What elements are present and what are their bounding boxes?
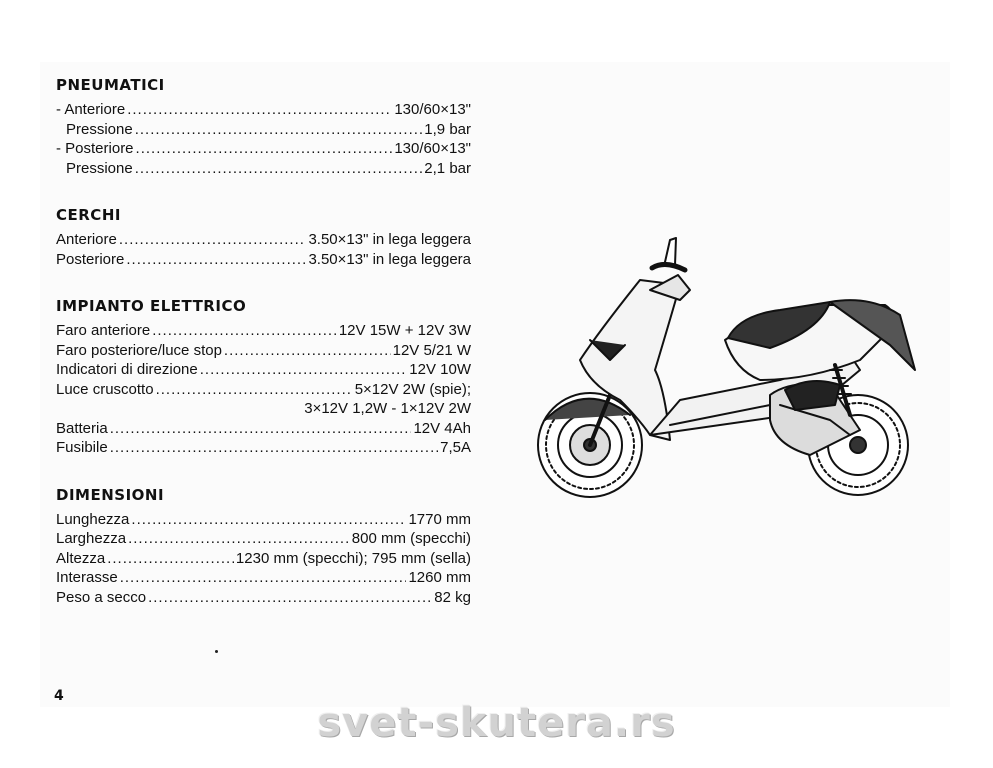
spec-row <box>56 380 471 400</box>
spec-value: 3×12V 1,2W - 1×12V 2W <box>304 400 471 417</box>
spec-value: 1770 mm <box>408 510 471 528</box>
section-dimensioni <box>56 486 471 608</box>
section-heading: IMPIANTO ELETTRICO <box>56 297 247 315</box>
spec-value: 1260 mm <box>408 569 471 586</box>
spec-value: 3.50×13" in lega leggera <box>308 231 471 248</box>
scooter-illustration-icon <box>530 220 920 505</box>
spec-value: 7,5A <box>440 439 471 456</box>
spec-label: - Anteriore <box>56 101 126 118</box>
spec-row <box>56 510 471 530</box>
section-heading: DIMENSIONI <box>56 485 165 504</box>
spec-row <box>56 120 471 140</box>
spec-row <box>56 321 471 341</box>
spec-value: 130/60×13" <box>394 101 471 118</box>
spec-value: 12V 10W <box>409 361 471 378</box>
section-cerchi <box>56 206 471 269</box>
spec-label: Interasse <box>56 569 118 586</box>
spec-label: Pressione <box>66 120 133 138</box>
spec-value: 12V 4Ah <box>413 419 471 437</box>
section-heading: PNEUMATICI <box>56 76 165 94</box>
spec-row-continuation <box>56 399 471 419</box>
spec-value: 800 mm (specchi) <box>351 530 471 547</box>
spec-row <box>56 360 471 380</box>
spec-value: 5×12V 2W (spie); <box>354 380 471 398</box>
spec-row <box>56 419 471 439</box>
spec-label: Larghezza <box>56 530 127 547</box>
spec-row <box>56 100 471 120</box>
section-heading: CERCHI <box>56 206 121 224</box>
spec-value: 2,1 bar <box>424 159 471 177</box>
spec-label: Peso a secco <box>56 588 147 606</box>
spec-row <box>56 139 471 159</box>
spec-row <box>56 159 471 179</box>
section-impianto-elettrico <box>56 297 471 458</box>
spec-row <box>56 250 471 270</box>
page-number: 4 <box>54 688 64 704</box>
spec-label: Pressione <box>66 159 133 177</box>
spec-value: 12V 5/21 W <box>392 341 471 359</box>
spec-label: Batteria <box>56 419 108 437</box>
spec-value: 12V 15W + 12V 3W <box>338 322 471 339</box>
spec-label: Indicatori di direzione <box>56 361 198 378</box>
watermark-text: svet-skutera.rs <box>317 700 676 746</box>
spec-row <box>56 549 471 569</box>
spec-value: 1230 mm (specchi); 795 mm (sella) <box>235 549 471 567</box>
specs-column <box>56 76 471 635</box>
spec-row <box>56 568 471 588</box>
spec-label: Anteriore <box>56 231 117 248</box>
spec-label: Luce cruscotto <box>56 380 154 398</box>
spec-label: Altezza <box>56 549 106 567</box>
section-pneumatici <box>56 76 471 178</box>
spec-row <box>56 588 471 608</box>
stray-dot <box>215 650 218 653</box>
spec-value: 82 kg <box>434 588 471 606</box>
spec-value: 1,9 bar <box>424 120 471 138</box>
spec-row <box>56 438 471 458</box>
spec-value: 3.50×13" in lega leggera <box>308 250 471 268</box>
spec-row <box>56 230 471 250</box>
spec-label: Faro posteriore/luce stop <box>56 341 222 359</box>
spec-row <box>56 529 471 549</box>
spec-label: Posteriore <box>56 250 125 268</box>
spec-row <box>56 341 471 361</box>
spec-label: - Posteriore <box>56 140 134 157</box>
spec-label: Faro anteriore <box>56 322 151 339</box>
spec-value: 130/60×13" <box>394 140 471 157</box>
spec-label: Fusibile <box>56 439 108 456</box>
spec-label: Lunghezza <box>56 510 130 528</box>
